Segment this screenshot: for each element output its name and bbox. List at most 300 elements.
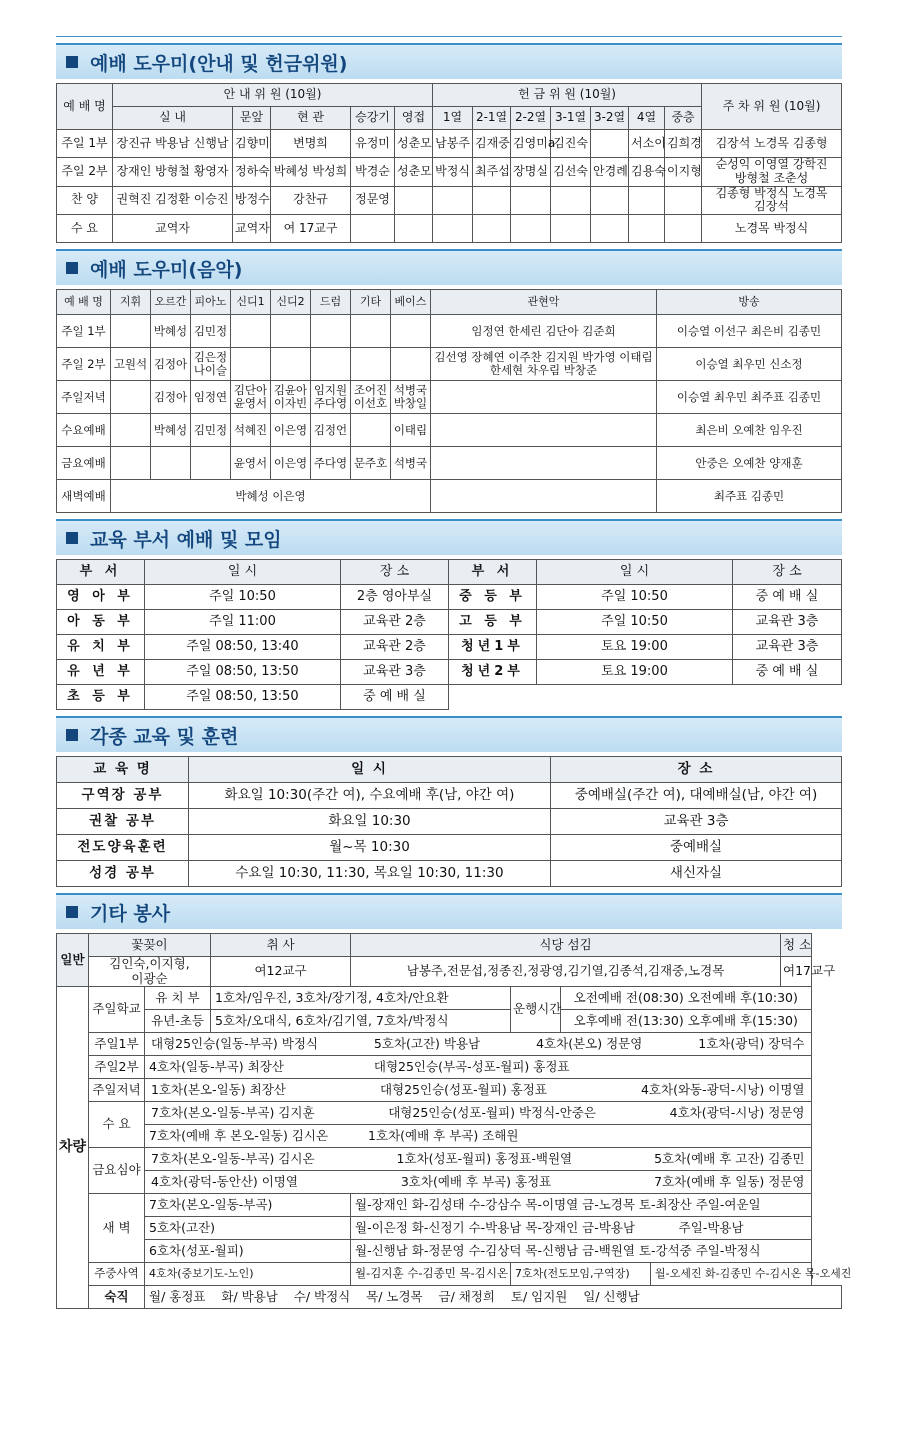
cell: 청년2부 (449, 660, 537, 685)
cell: 박혜성 이은영 (111, 480, 431, 513)
cell (511, 215, 551, 243)
table-row (57, 348, 842, 381)
cell-item: 7호차(예배 후 본오-일동) 김시온 (149, 1127, 329, 1143)
cell (431, 480, 657, 513)
cell: 순성익 이영열 강학진 방형철 조춘성 (702, 158, 842, 187)
table-row (57, 1170, 842, 1193)
cell (395, 215, 433, 243)
col-header: 방송 (657, 290, 842, 315)
cell: 주일 1부 (57, 130, 113, 158)
cell (231, 315, 271, 348)
cell: 주일 2부 (57, 158, 113, 187)
cell: 주일 11:00 (145, 610, 341, 635)
cell (473, 215, 511, 243)
row-label: 주중사역 (89, 1262, 145, 1285)
table-row (57, 610, 842, 635)
training-table (56, 756, 842, 887)
cell: 안중은 오예찬 양재훈 (657, 447, 842, 480)
table-row (57, 835, 842, 861)
section-title: 예배 도우미(안내 및 헌금위원) (90, 52, 348, 75)
table-row (57, 480, 842, 513)
table-row (57, 660, 842, 685)
table-row (57, 158, 842, 187)
cell: 이지형 (665, 158, 702, 187)
cell (145, 1032, 812, 1055)
sub-header: 1열 (433, 107, 473, 130)
cell: 구역장 공부 (57, 783, 189, 809)
section-header-training (56, 716, 842, 752)
cell-item: 대형25인승(성포-월피) 박정식-안중은 (388, 1104, 596, 1120)
col-header: 장 소 (341, 560, 449, 585)
table-row (57, 1101, 842, 1124)
cell: 김민정 (191, 315, 231, 348)
cell (351, 315, 391, 348)
square-bullet-icon (66, 56, 78, 68)
cell: 김정아 (151, 381, 191, 414)
cell: 방정수 (233, 186, 271, 215)
cell: 김정아 (151, 348, 191, 381)
table-row (57, 130, 842, 158)
cell: 성춘모 (395, 130, 433, 158)
sub-header: 현 관 (271, 107, 351, 130)
cell-item: 대형25인승(부곡-성포-월피) 홍정표 (373, 1058, 570, 1074)
table-row (57, 1147, 842, 1170)
cell: 김용숙 (629, 158, 665, 187)
table-row (57, 315, 842, 348)
table-row (57, 1239, 842, 1262)
cell: 변명희 (271, 130, 351, 158)
sub-header: 중층 (665, 107, 702, 130)
col-header: 베이스 (391, 290, 431, 315)
cell: 금요예배 (57, 447, 111, 480)
cell: 월~목 10:30 (189, 835, 551, 861)
cell: 강찬규 (271, 186, 351, 215)
table-row (57, 861, 842, 887)
cell (591, 186, 629, 215)
cell: 중 등 부 (449, 585, 537, 610)
cell (629, 215, 665, 243)
cell: 정문영 (351, 186, 395, 215)
table-row (57, 685, 842, 710)
cell: 남봉주 (433, 130, 473, 158)
cell (391, 315, 431, 348)
cell: 유 년 부 (57, 660, 145, 685)
col-parking: 주 차 위 원 (10월) (702, 84, 842, 130)
cell: 토요 19:00 (537, 660, 733, 685)
row-label: 주일저녁 (89, 1078, 145, 1101)
col-header: 식당 섬김 (351, 934, 781, 957)
cell: 5호차/오대식, 6호차/김기열, 7호차/박정식 (211, 1009, 511, 1032)
col-header: 지휘 (111, 290, 151, 315)
cell: 김선영 장혜연 이주찬 김지원 박가영 이태림 한세현 차우림 박창준 (431, 348, 657, 381)
cell (431, 414, 657, 447)
cell (111, 381, 151, 414)
section-title: 예배 도우미(음악) (90, 258, 243, 281)
cell: 서소이 (629, 130, 665, 158)
cell: 김민정 (191, 414, 231, 447)
cell (145, 1170, 812, 1193)
cell: 김단아 윤영서 (231, 381, 271, 414)
cell: 중예배실(주간 여), 대예배실(남, 야간 여) (551, 783, 842, 809)
col-header: 부 서 (449, 560, 537, 585)
cell: 김인숙,이지형, 이광순 (89, 957, 211, 987)
cell (231, 348, 271, 381)
cell: 교역자 (233, 215, 271, 243)
row-label: 금요심야 (89, 1147, 145, 1193)
col-header: 청 소 (781, 934, 811, 957)
table-row (57, 1055, 842, 1078)
cell (433, 186, 473, 215)
table-row (57, 1262, 842, 1285)
col-offer: 헌 금 위 원 (10월) (433, 84, 702, 107)
cell: 김희경 (665, 130, 702, 158)
table-row (57, 215, 842, 243)
table-row (57, 635, 842, 660)
cell: 정하숙 (233, 158, 271, 187)
table-row (57, 1032, 842, 1055)
row-label: 주일학교 (89, 986, 145, 1032)
cell (351, 215, 395, 243)
sub-header: 3-2열 (591, 107, 629, 130)
cell: 화요일 10:30 (189, 809, 551, 835)
cell: 주일저녁 (57, 381, 111, 414)
cell: 석혜진 (231, 414, 271, 447)
cell-item: 4호차(와동-광덕-시낭) 이명열 (640, 1081, 805, 1097)
cell: 주일 08:50, 13:50 (145, 660, 341, 685)
section-title: 교육 부서 예배 및 모임 (90, 528, 282, 551)
cell (551, 215, 591, 243)
cell: 주일 10:50 (537, 585, 733, 610)
cell: 박혜성 박성희 (271, 158, 351, 187)
cell (395, 186, 433, 215)
cell: 김선숙 (551, 158, 591, 187)
cell: 5호차(고잔) (145, 1216, 351, 1239)
cell (111, 447, 151, 480)
cell: 교육관 2층 (341, 610, 449, 635)
section-header-other (56, 893, 842, 929)
cell (665, 215, 702, 243)
cell (271, 348, 311, 381)
cell: 7호차(전도모임,구역장) (511, 1262, 651, 1285)
col-guide: 안 내 위 원 (10월) (113, 84, 433, 107)
col-header: 일 시 (189, 757, 551, 783)
cell: 박정식 (433, 158, 473, 187)
cell: 찬 양 (57, 186, 113, 215)
col-service: 예 배 명 (57, 84, 113, 130)
cell: 월-신행남 화-정문영 수-김상덕 목-신행남 금-백원열 토-강석중 주일-박정식 (351, 1239, 812, 1262)
cell: 주일 10:50 (537, 610, 733, 635)
row-label: 주일1부 (89, 1032, 145, 1055)
cell: 김향미 (233, 130, 271, 158)
cell: 성경 공부 (57, 861, 189, 887)
cell: 장재인 방형철 황영자 (113, 158, 233, 187)
cell: 윤영서 (231, 447, 271, 480)
cell: 고 등 부 (449, 610, 537, 635)
cell: 이태림 (391, 414, 431, 447)
cell: 문주호 (351, 447, 391, 480)
table-row (57, 1009, 842, 1032)
table-row (57, 1216, 842, 1239)
table-row (57, 447, 842, 480)
cell: 김윤아 이자빈 (271, 381, 311, 414)
sub-header: 3-1열 (551, 107, 591, 130)
cell (145, 1055, 812, 1078)
cell (151, 447, 191, 480)
section-header-education (56, 519, 842, 555)
square-bullet-icon (66, 906, 78, 918)
helpers-table (56, 83, 842, 243)
cell (145, 1124, 812, 1147)
table-row (57, 585, 842, 610)
cell: 최주섭 (473, 158, 511, 187)
cell: 석병국 (391, 447, 431, 480)
cell: 오전예배 전(08:30) 오전예배 후(10:30) (561, 986, 812, 1009)
cell: 오후예배 전(13:30) 오후예배 후(15:30) (561, 1009, 812, 1032)
cell-item: 7호차(예배 후 일동) 정문영 (654, 1173, 805, 1189)
cell: 교육관 3층 (733, 610, 842, 635)
cell: 4호차(중보기도-노인) (145, 1262, 351, 1285)
cell (351, 348, 391, 381)
col-header: 피아노 (191, 290, 231, 315)
cell: 김재중 (473, 130, 511, 158)
cell: 주일 10:50 (145, 585, 341, 610)
cell-item: 4호차(광덕-시낭) 정문영 (669, 1104, 805, 1120)
cell: 박혜성 (151, 414, 191, 447)
sub-header: 2-2열 (511, 107, 551, 130)
cell (431, 381, 657, 414)
cell: 월-오세진 화-김종민 수-김시온 목-오세진 (651, 1262, 812, 1285)
cell-item: 7호차(본오-일동-부곡) 김지훈 (151, 1104, 315, 1120)
cell: 교육관 2층 (341, 635, 449, 660)
cell: 석병국 박창일 (391, 381, 431, 414)
cell-item: 4호차(본오) 정문영 (536, 1035, 643, 1051)
section-title: 각종 교육 및 훈련 (90, 725, 239, 748)
cell-item: 5호차(예배 후 고잔) 김종민 (654, 1150, 805, 1166)
cell: 6호차(성포-월피) (145, 1239, 351, 1262)
row-label: 주일2부 (89, 1055, 145, 1078)
cell (145, 1147, 812, 1170)
cell: 이승열 이선구 최은비 김종민 (657, 315, 842, 348)
cell: 김정언 (311, 414, 351, 447)
col-header: 예 배 명 (57, 290, 111, 315)
cell: 교육관 3층 (341, 660, 449, 685)
table-row (57, 809, 842, 835)
cell: 박경순 (351, 158, 395, 187)
table-row (57, 1193, 842, 1216)
cell (551, 186, 591, 215)
cell (629, 186, 665, 215)
cell: 주일 08:50, 13:40 (145, 635, 341, 660)
table-row (57, 414, 842, 447)
cell: 여17교구 (781, 957, 811, 987)
col-header: 오르간 (151, 290, 191, 315)
section-header-helpers (56, 43, 842, 79)
cell: 노경목 박정식 (702, 215, 842, 243)
cell: 유년-초등 (145, 1009, 211, 1032)
table-row (57, 1078, 842, 1101)
cell: 청년1부 (449, 635, 537, 660)
cell (591, 130, 629, 158)
row-label: 차량 (57, 986, 89, 1308)
col-header: 장 소 (733, 560, 842, 585)
cell: 고원석 (111, 348, 151, 381)
table-row (57, 957, 842, 987)
cell: 유 치 부 (145, 986, 211, 1009)
cell: 교역자 (113, 215, 233, 243)
cell (271, 315, 311, 348)
cell (665, 186, 702, 215)
cell-item: 3호차(예배 후 부곡) 홍정표 (400, 1173, 552, 1189)
cell: 월/ 홍정표 화/ 박용남 수/ 박정식 목/ 노경목 금/ 채정희 토/ 임지원 일/ 신행남 (145, 1285, 842, 1308)
col-header: 취 사 (211, 934, 351, 957)
cell: 권혁진 김정환 이승진 (113, 186, 233, 215)
cell: 수요예배 (57, 414, 111, 447)
cell (433, 215, 473, 243)
cell: 화요일 10:30(주간 여), 수요예배 후(남, 야간 여) (189, 783, 551, 809)
cell (145, 1078, 812, 1101)
cell: 남봉주,전문섭,정종진,정광영,김기열,김종석,김재중,노경목 (351, 957, 781, 987)
col-header: 교 육 명 (57, 757, 189, 783)
cell: 박혜성 (151, 315, 191, 348)
education-table (56, 559, 842, 710)
cell: 조어진 이선호 (351, 381, 391, 414)
col-header: 꽃꽂이 (89, 934, 211, 957)
cell (511, 186, 551, 215)
cell: 중 예 배 실 (733, 585, 842, 610)
cell: 이승열 최우민 신소정 (657, 348, 842, 381)
cell-item: 4호차(일동-부곡) 최장산 (149, 1058, 284, 1074)
cell: 주일 08:50, 13:50 (145, 685, 341, 710)
cell-item: 대형25인승(성포-월피) 홍정표 (379, 1081, 547, 1097)
cell: 새신자실 (551, 861, 842, 887)
cell: 임정연 한세린 김단아 김준희 (431, 315, 657, 348)
cell: 운행시간 (511, 986, 561, 1032)
col-header: 장 소 (551, 757, 842, 783)
cell: 이승열 최우민 최주표 김종민 (657, 381, 842, 414)
square-bullet-icon (66, 262, 78, 274)
cell: 여12교구 (211, 957, 351, 987)
cell: 수 요 (57, 215, 113, 243)
cell: 임정연 (191, 381, 231, 414)
sub-header: 4열 (629, 107, 665, 130)
cell: 수요일 10:30, 11:30, 목요일 10:30, 11:30 (189, 861, 551, 887)
cell: 중예배실 (551, 835, 842, 861)
sub-header: 실 내 (113, 107, 233, 130)
cell: 장명실 (511, 158, 551, 187)
cell (311, 348, 351, 381)
cell: 김은정 나이슬 (191, 348, 231, 381)
col-header: 일 시 (537, 560, 733, 585)
cell: 유 치 부 (57, 635, 145, 660)
cell: 월-김지훈 수-김종민 목-김시온 (351, 1262, 511, 1285)
cell (191, 447, 231, 480)
cell (591, 215, 629, 243)
cell-item: 5호차(고잔) 박용남 (373, 1035, 481, 1051)
cell: 월-이은정 화-신정기 수-박용남 목-장재인 금-박용남 주일-박용남 (351, 1216, 812, 1239)
cell (431, 447, 657, 480)
cell (111, 315, 151, 348)
row-label: 새 벽 (89, 1193, 145, 1262)
cell: 아 동 부 (57, 610, 145, 635)
cell: 최은비 오예찬 임우진 (657, 414, 842, 447)
table-row (57, 1124, 842, 1147)
cell-item: 1호차(성포-월피) 홍정표-백원열 (396, 1150, 573, 1166)
music-table (56, 289, 842, 513)
row-label: 숙직 (89, 1285, 145, 1308)
cell-item: 4호차(광덕-동안산) 이명열 (151, 1173, 298, 1189)
cell (111, 414, 151, 447)
section-header-music (56, 249, 842, 285)
table-row (57, 783, 842, 809)
cell: 1호차/임우진, 3호차/장기정, 4호차/안요환 (211, 986, 511, 1009)
col-header: 신디2 (271, 290, 311, 315)
cell (311, 315, 351, 348)
cell (351, 414, 391, 447)
row-label: 일반 (57, 934, 89, 987)
table-row (57, 381, 842, 414)
cell: 7호차(본오-일동-부곡) (145, 1193, 351, 1216)
cell-item: 1호차(광덕) 장덕수 (698, 1035, 805, 1051)
bulletin-page (56, 36, 852, 1309)
cell-item: 1호차(예배 후 부곡) 조해원 (368, 1127, 519, 1143)
cell: 여 17교구 (271, 215, 351, 243)
sub-header: 문앞 (233, 107, 271, 130)
section-title: 기타 봉사 (90, 902, 171, 925)
cell: 토요 19:00 (537, 635, 733, 660)
col-header: 기타 (351, 290, 391, 315)
sub-header: 승강기 (351, 107, 395, 130)
col-header: 드럼 (311, 290, 351, 315)
cell: 김장석 노경목 김종형 (702, 130, 842, 158)
cell: 2층 영아부실 (341, 585, 449, 610)
cell: 이은영 (271, 447, 311, 480)
cell: 교육관 3층 (733, 635, 842, 660)
col-header: 관현악 (431, 290, 657, 315)
cell: 이은영 (271, 414, 311, 447)
cell: 전도양육훈련 (57, 835, 189, 861)
cell (391, 348, 431, 381)
row-label: 수 요 (89, 1101, 145, 1147)
sub-header: 영접 (395, 107, 433, 130)
col-header: 신디1 (231, 290, 271, 315)
cell: 주일 2부 (57, 348, 111, 381)
cell: 초 등 부 (57, 685, 145, 710)
cell: 임지원 주다영 (311, 381, 351, 414)
cell: 안경례 (591, 158, 629, 187)
cell: 성춘모 (395, 158, 433, 187)
cell (473, 186, 511, 215)
cell: 영 아 부 (57, 585, 145, 610)
cell: 김영미a (511, 130, 551, 158)
other-service-table (56, 933, 852, 1309)
col-header: 일 시 (145, 560, 341, 585)
cell: 장진규 박용남 신행남 (113, 130, 233, 158)
cell-item: 대형25인승(일동-부곡) 박정식 (151, 1035, 318, 1051)
cell: 중 예 배 실 (733, 660, 842, 685)
square-bullet-icon (66, 729, 78, 741)
cell: 김종형 박정식 노경목 김장석 (702, 186, 842, 215)
cell: 중 예 배 실 (341, 685, 449, 710)
cell: 월-장재인 화-김성태 수-강삼수 목-이명열 금-노경목 토-최장산 주일-여운일 (351, 1193, 812, 1216)
cell: 권찰 공부 (57, 809, 189, 835)
cell: 김진숙 (551, 130, 591, 158)
cell: 유정미 (351, 130, 395, 158)
cell (145, 1101, 812, 1124)
cell: 최주표 김종민 (657, 480, 842, 513)
table-row (57, 186, 842, 215)
cell: 새벽예배 (57, 480, 111, 513)
cell: 주다영 (311, 447, 351, 480)
